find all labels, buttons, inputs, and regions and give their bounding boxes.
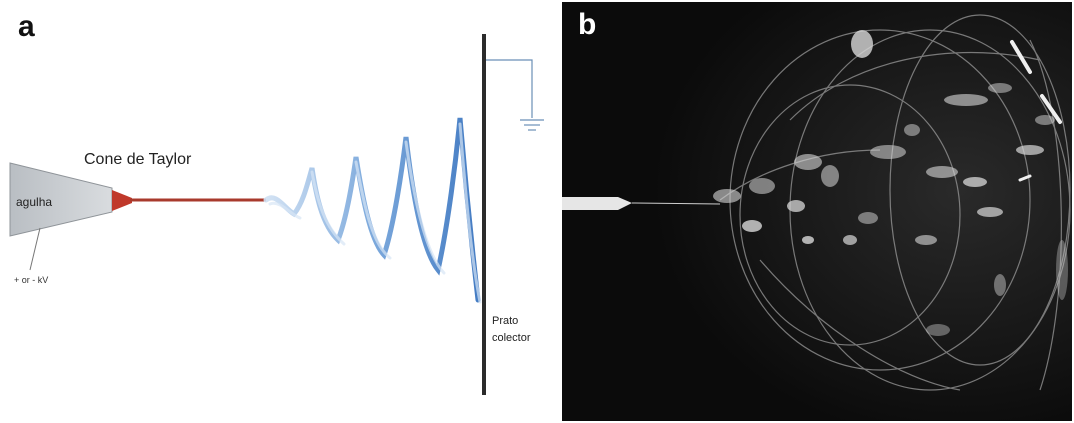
needle-label: agulha [16, 195, 53, 209]
ground-symbol [486, 60, 544, 130]
plate-label-line1: Prato [492, 315, 519, 327]
panel-a [10, 10, 544, 395]
taylor-cone-label: Cone de Taylor [84, 151, 192, 168]
panel-a-letter: a [18, 10, 35, 43]
voltage-wire [30, 228, 40, 270]
taylor-cone [112, 190, 132, 211]
panel-b [562, 2, 1072, 421]
whipping-jet [266, 118, 480, 302]
panel-b-letter: b [578, 8, 597, 41]
plate-label-line2: colector [492, 332, 531, 344]
voltage-label: + or - kV [14, 275, 49, 285]
